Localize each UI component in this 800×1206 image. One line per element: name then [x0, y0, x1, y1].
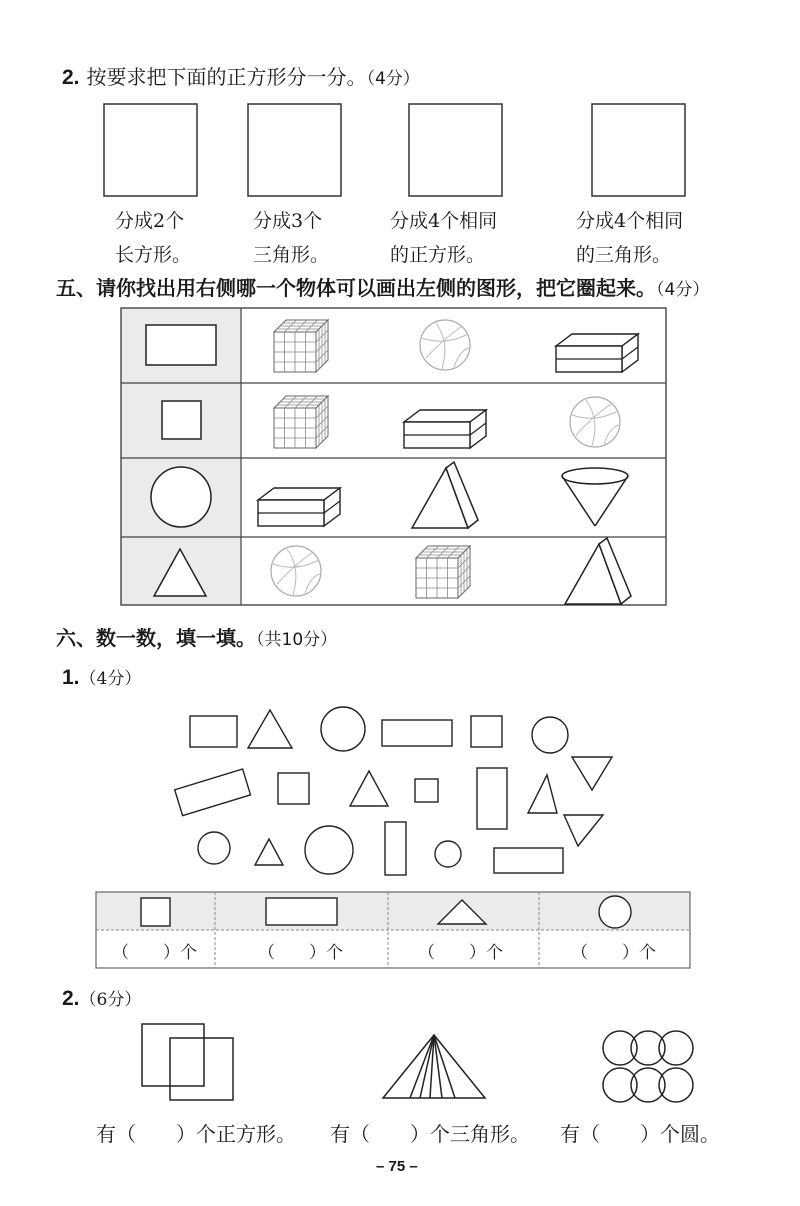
- blank-square-1[interactable]: [104, 104, 197, 196]
- square-shape: [162, 401, 201, 439]
- box-icon[interactable]: [258, 488, 340, 526]
- square-header-icon: [141, 898, 170, 926]
- answer-circles[interactable]: 有（ ）个圆。: [560, 1122, 720, 1146]
- square-shape: [471, 716, 502, 747]
- caption-line: 分成2个: [115, 210, 185, 232]
- s6-p2-points: （6分）: [79, 990, 142, 1010]
- s6-p1-count-table: [96, 892, 690, 968]
- count-blank-rectangle[interactable]: （ ）个: [258, 943, 343, 963]
- ball-icon[interactable]: [420, 320, 470, 370]
- s5-title: 五、请你找出用右侧哪一个物体可以画出左侧的图形，把它圈起来。: [56, 276, 656, 300]
- blank-square-3[interactable]: [409, 104, 502, 196]
- ball-icon[interactable]: [570, 397, 620, 447]
- q2-number: 2.: [62, 66, 80, 89]
- q2-points: （4分）: [366, 69, 420, 89]
- caption-line: 三角形。: [253, 244, 330, 266]
- caption-line: 分成3个: [253, 210, 323, 232]
- blank-square-2[interactable]: [248, 104, 341, 196]
- square-shape: [278, 773, 309, 804]
- circle-shape: [198, 832, 230, 864]
- page-number: – 75 –: [376, 1158, 418, 1175]
- triangle-shape: [255, 839, 283, 865]
- ball-icon[interactable]: [271, 546, 321, 596]
- circle-shape: [321, 707, 365, 751]
- s5-points: （4分）: [656, 280, 710, 300]
- rectangle-header-icon: [266, 898, 337, 925]
- triangle-fan: [383, 1035, 485, 1098]
- count-blank-triangle[interactable]: （ ）个: [418, 943, 503, 963]
- rectangle-shape: [477, 768, 507, 829]
- rectangle-shape: [385, 822, 406, 875]
- s6-p2-figures: [142, 1024, 693, 1102]
- rectangle-shape: [175, 769, 251, 816]
- s6-p1-points: （4分）: [79, 669, 142, 689]
- box-icon[interactable]: [404, 410, 486, 448]
- caption-line: 分成4个相同: [576, 210, 684, 232]
- cube-icon[interactable]: [274, 396, 328, 448]
- triangular-prism-icon[interactable]: [412, 462, 478, 528]
- box-icon[interactable]: [556, 334, 638, 372]
- cone-icon[interactable]: [562, 468, 628, 526]
- caption-line: 长方形。: [115, 244, 192, 266]
- triangle-shape: [564, 815, 603, 846]
- rectangle-shape: [146, 325, 216, 365]
- s6-p2-number: 2.: [62, 987, 80, 1010]
- q2-title: 按要求把下面的正方形分一分。: [86, 65, 367, 89]
- square-shape: [415, 779, 438, 802]
- s6-p1-number: 1.: [62, 666, 80, 689]
- count-blank-square[interactable]: （ ）个: [112, 943, 197, 963]
- circle-shape: [435, 841, 461, 867]
- triangle-shape: [528, 775, 557, 813]
- caption-line: 分成4个相同: [390, 210, 498, 232]
- s6-p1-shape-cluster: [175, 707, 612, 875]
- count-blank-circle[interactable]: （ ）个: [571, 943, 656, 963]
- triangle-shape: [572, 757, 612, 790]
- q2-squares: [104, 104, 685, 196]
- blank-square-4[interactable]: [592, 104, 685, 196]
- triangle-shape: [248, 710, 292, 748]
- caption-line: 的正方形。: [390, 244, 486, 266]
- circle-cluster: [603, 1031, 693, 1102]
- overlap-square: [170, 1038, 233, 1100]
- answer-squares[interactable]: 有（ ）个正方形。: [96, 1122, 296, 1146]
- rectangle-shape: [190, 716, 237, 747]
- answer-triangles[interactable]: 有（ ）个三角形。: [330, 1122, 530, 1146]
- cube-icon[interactable]: [274, 320, 328, 372]
- circle-shape: [305, 826, 353, 874]
- overlap-square: [142, 1024, 204, 1086]
- circle-header-icon: [599, 896, 631, 928]
- caption-line: 的三角形。: [576, 244, 672, 266]
- s6-title: 六、数一数，填一填。: [56, 626, 256, 650]
- circle-shape: [532, 717, 568, 753]
- triangular-prism-icon[interactable]: [565, 538, 631, 604]
- rectangle-shape: [382, 720, 452, 746]
- s5-table: [121, 308, 666, 605]
- rectangle-shape: [494, 848, 563, 873]
- triangle-shape: [350, 771, 388, 806]
- circle-shape: [151, 467, 211, 527]
- s6-points: （共10分）: [256, 630, 338, 650]
- cube-icon[interactable]: [416, 546, 470, 598]
